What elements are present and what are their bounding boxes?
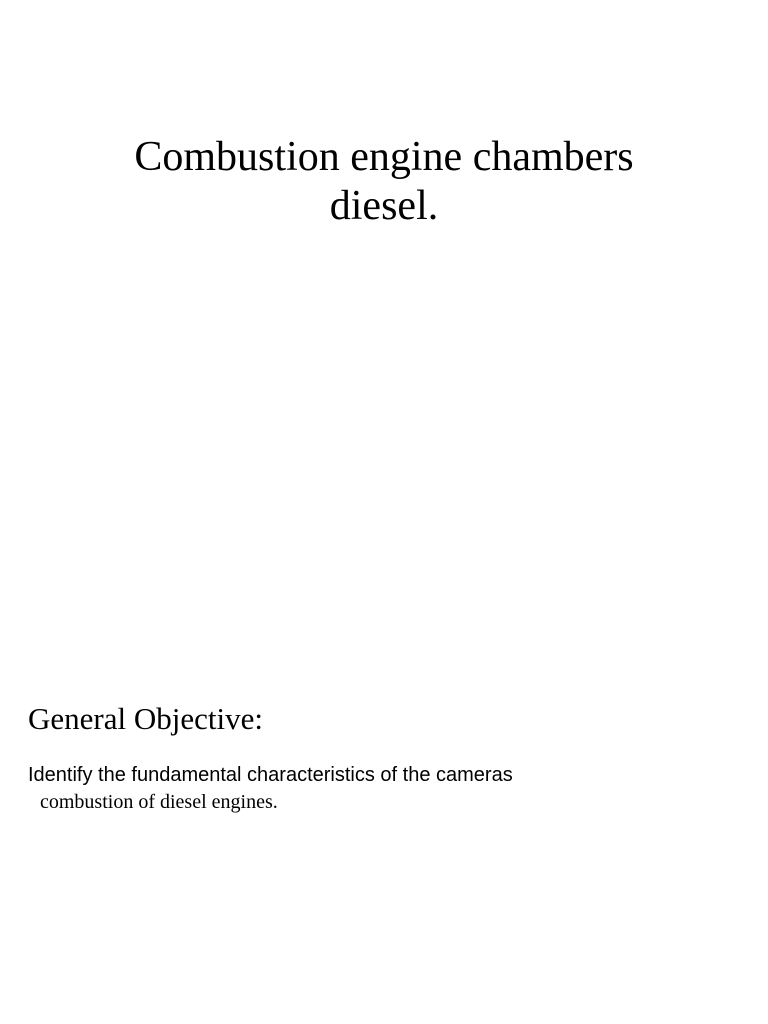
title-line-2: diesel. [329, 183, 439, 229]
objective-text-line-2: combustion of diesel engines. [40, 791, 278, 813]
objective-text-line-1: Identify the fundamental characteristics of the cameras [28, 764, 513, 786]
objective-heading: General Objective: [28, 701, 263, 736]
title-line-1: Combustion engine chambers [134, 134, 634, 180]
page-title [0, 133, 768, 231]
